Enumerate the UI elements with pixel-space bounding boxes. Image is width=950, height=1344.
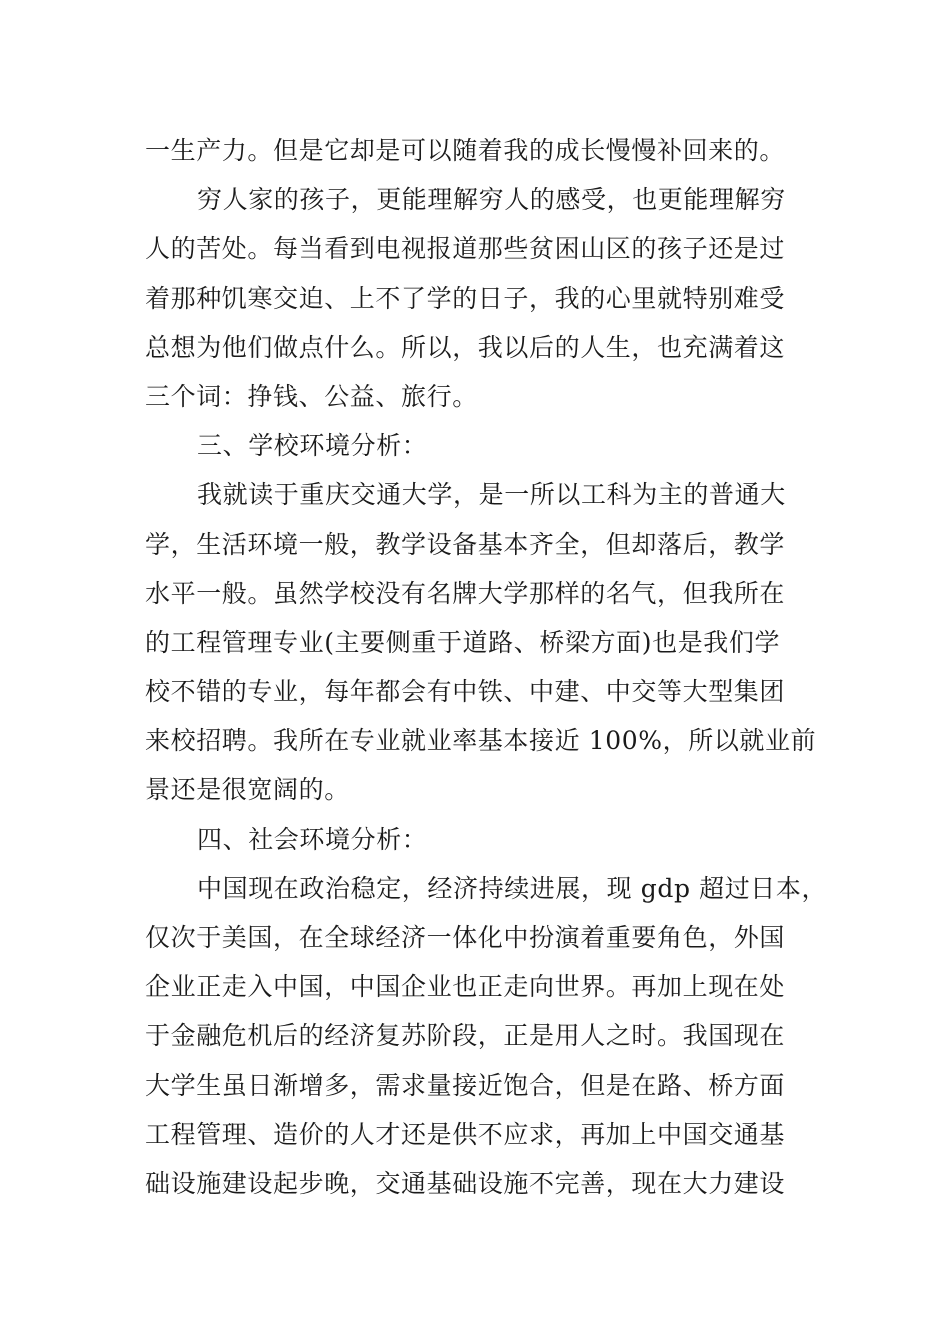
text-line: 大学生虽日渐增多，需求量接近饱合，但是在路、桥方面 bbox=[145, 1070, 786, 1100]
text-line: 景还是很宽阔的。 bbox=[145, 775, 350, 805]
text-line: 校不错的专业，每年都会有中铁、中建、中交等大型集团 bbox=[145, 677, 786, 707]
text-line: 仅次于美国，在全球经济一体化中扮演着重要角色，外国 bbox=[145, 923, 786, 952]
text-line: 着那种饥寒交迫、上不了学的日子，我的心里就特别难受 bbox=[145, 283, 786, 313]
text-line: 四、社会环境分析： bbox=[197, 824, 428, 854]
text-line: 总想为他们做点什么。所以，我以后的人生，也充满着这 bbox=[145, 332, 786, 362]
text-line: 础设施建设起步晚，交通基础设施不完善，现在大力建设 bbox=[145, 1168, 786, 1198]
text-line: 学，生活环境一般，教学设备基本齐全，但却落后，教学 bbox=[145, 529, 786, 559]
text-line: 穷人家的孩子，更能理解穷人的感受，也更能理解穷 bbox=[197, 185, 786, 215]
text-line: 人的苦处。每当看到电视报道那些贫困山区的孩子还是过 bbox=[145, 234, 786, 264]
text-line: 企业正走入中国，中国企业也正走向世界。再加上现在处 bbox=[145, 972, 786, 1002]
text-line: 一生产力。但是它却是可以随着我的成长慢慢补回来的。 bbox=[145, 136, 786, 165]
text-line: 三、学校环境分析： bbox=[197, 431, 428, 461]
text-line: 于金融危机后的经济复苏阶段，正是用人之时。我国现在 bbox=[145, 1021, 786, 1051]
text-line: 水平一般。虽然学校没有名牌大学那样的名气，但我所在 bbox=[145, 578, 786, 608]
text-line: 的工程管理专业(主要侧重于道路、桥梁方面)也是我们学 bbox=[145, 627, 781, 657]
text-line: 三个词：挣钱、公益、旅行。 bbox=[145, 381, 478, 411]
text-line: 工程管理、造价的人才还是供不应求，再加上中国交通基 bbox=[145, 1119, 786, 1149]
document-body bbox=[145, 126, 828, 1208]
text-line: 来校招聘。我所在专业就业率基本接近 100%，所以就业前 bbox=[145, 726, 817, 756]
text-line: 我就读于重庆交通大学，是一所以工科为主的普通大 bbox=[197, 480, 786, 510]
text-line: 中国现在政治稳定，经济持续进展，现 gdp 超过日本， bbox=[197, 873, 828, 903]
